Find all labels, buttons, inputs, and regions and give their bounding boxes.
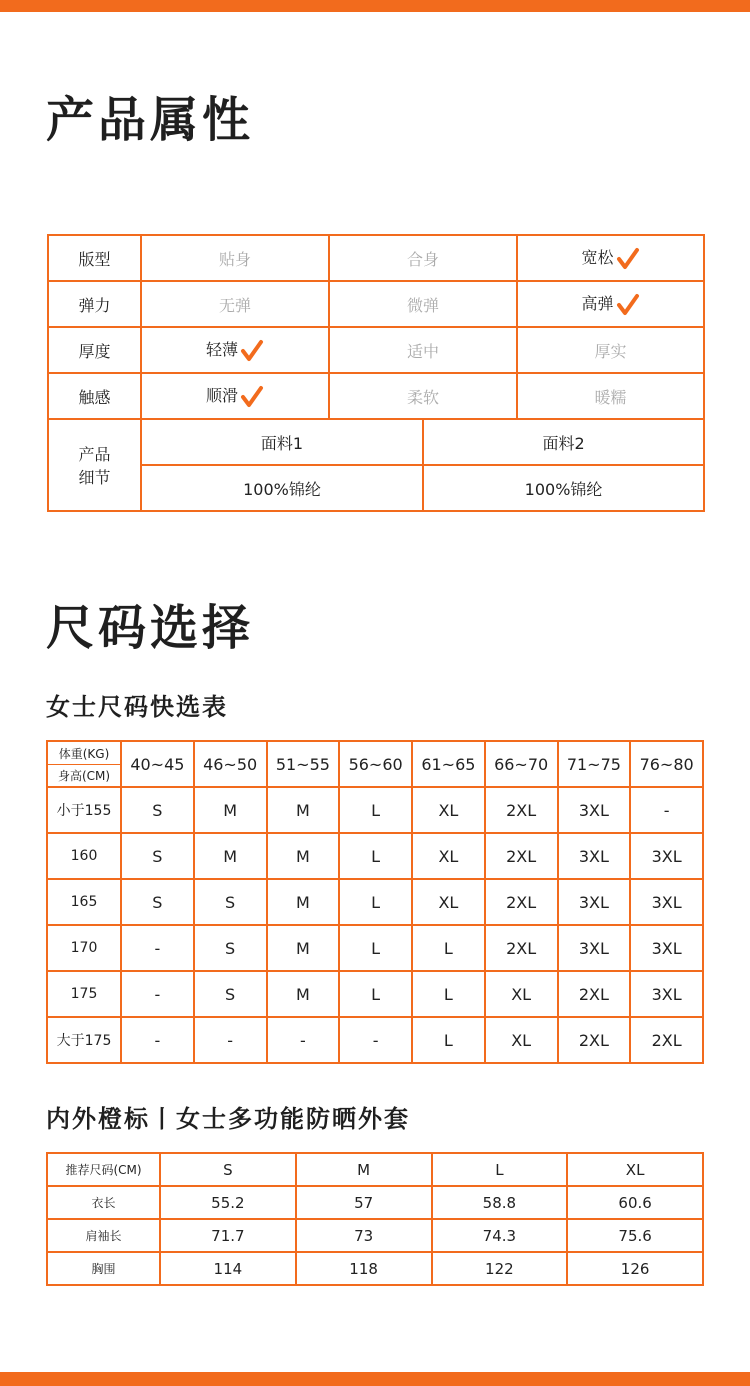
attribute-option-text: 无弹 [219,295,252,315]
attribute-option-selected [517,235,704,281]
size-row [47,971,703,1017]
attribute-option-text: 贴身 [219,249,252,269]
size-cell: 2XL [485,833,558,879]
attribute-option [329,235,517,281]
spec-header-row [47,1153,703,1186]
size-cell: - [339,1017,412,1063]
attribute-option [329,327,517,373]
size-cell: L [412,925,485,971]
spec-value: 114 [160,1252,296,1285]
attribute-option-text: 适中 [407,341,440,361]
spec-row [47,1252,703,1285]
size-cell: L [339,833,412,879]
height-header: 175 [47,971,121,1017]
checkmark-icon [240,385,264,409]
weight-header: 71~75 [558,741,631,787]
height-header: 小于155 [47,787,121,833]
size-cell: M [267,971,340,1017]
size-row [47,925,703,971]
attribute-option-text: 微弹 [407,295,440,315]
attribute-label: 弹力 [48,281,141,327]
attribute-option-text: 轻薄 [206,340,239,360]
spec-value: 74.3 [432,1219,568,1252]
spec-header-label: 推荐尺码(CM) [47,1153,160,1186]
spec-value: 118 [296,1252,432,1285]
weight-header: 66~70 [485,741,558,787]
details-label-line: 产品 [78,445,111,464]
spec-value: 126 [567,1252,703,1285]
size-cell: L [339,925,412,971]
attribute-option [517,373,704,419]
size-row [47,787,703,833]
attribute-label: 版型 [48,235,141,281]
spec-size-header: L [432,1153,568,1186]
size-cell: L [339,879,412,925]
size-cell: 2XL [558,1017,631,1063]
weight-header: 46~50 [194,741,267,787]
attribute-option-selected [141,327,329,373]
size-cell: S [194,971,267,1017]
size-cell: - [630,787,703,833]
spec-row [47,1219,703,1252]
attribute-option-text: 合身 [407,249,440,269]
size-corner-cell [47,741,121,787]
attribute-option [141,281,329,327]
spec-size-header: S [160,1153,296,1186]
size-cell: L [412,1017,485,1063]
spec-value: 55.2 [160,1186,296,1219]
size-cell: 3XL [630,833,703,879]
attribute-label: 厚度 [48,327,141,373]
size-cell: - [121,971,194,1017]
size-cell: 3XL [558,879,631,925]
size-cell: XL [412,879,485,925]
height-header: 165 [47,879,121,925]
height-header: 大于175 [47,1017,121,1063]
attribute-row [48,281,704,327]
spec-value: 75.6 [567,1219,703,1252]
details-label-line: 细节 [78,468,111,487]
size-cell: 3XL [630,879,703,925]
size-cell: S [121,879,194,925]
fabric1-value: 100%锦纶 [141,465,423,511]
size-chart-title: 女士尺码快选表 [46,693,228,721]
weight-axis-label: 体重(KG) [48,745,120,765]
size-cell: M [267,925,340,971]
spec-chart-table [46,1152,704,1286]
section-title-attributes: 产品属性 [46,92,255,148]
size-cell: S [121,787,194,833]
attribute-option [329,281,517,327]
spec-value: 60.6 [567,1186,703,1219]
size-cell: 2XL [558,971,631,1017]
attribute-option-text: 宽松 [581,248,614,268]
spec-value: 58.8 [432,1186,568,1219]
fabric2-title: 面料2 [423,419,704,465]
details-label [48,419,141,511]
height-header: 160 [47,833,121,879]
attribute-option [141,235,329,281]
weight-header: 56~60 [339,741,412,787]
size-cell: 2XL [485,787,558,833]
weight-header: 51~55 [267,741,340,787]
size-cell: XL [485,1017,558,1063]
spec-value: 71.7 [160,1219,296,1252]
size-cell: 3XL [630,971,703,1017]
top-accent-bar [0,0,750,12]
size-cell: 3XL [630,925,703,971]
size-cell: XL [412,787,485,833]
size-cell: M [194,833,267,879]
size-cell: L [339,787,412,833]
size-row [47,1017,703,1063]
height-axis-label: 身高(CM) [57,768,111,783]
checkmark-icon [616,247,640,271]
details-row [48,419,704,465]
checkmark-icon [240,339,264,363]
attribute-option-text: 暖糯 [594,387,627,407]
fabric1-title: 面料1 [141,419,423,465]
size-header-row [47,741,703,787]
size-cell: XL [412,833,485,879]
size-cell: 2XL [485,925,558,971]
size-cell: S [194,879,267,925]
attribute-option-selected [517,281,704,327]
size-cell: 3XL [558,925,631,971]
size-cell: M [267,879,340,925]
attributes-table [47,234,705,512]
size-cell: L [339,971,412,1017]
spec-size-header: M [296,1153,432,1186]
details-row [48,465,704,511]
attribute-option [329,373,517,419]
spec-row-label: 胸围 [47,1252,160,1285]
spec-size-header: XL [567,1153,703,1186]
size-cell: 2XL [630,1017,703,1063]
spec-value: 73 [296,1219,432,1252]
spec-row [47,1186,703,1219]
spec-row-label: 衣长 [47,1186,160,1219]
checkmark-icon [616,293,640,317]
fabric2-value: 100%锦纶 [423,465,704,511]
bottom-accent-bar [0,1372,750,1386]
attribute-option [517,327,704,373]
attribute-option-text: 柔软 [407,387,440,407]
size-chart-table [46,740,704,1064]
size-cell: - [194,1017,267,1063]
size-cell: 3XL [558,833,631,879]
section-title-sizes: 尺码选择 [46,600,255,656]
size-cell: L [412,971,485,1017]
size-cell: M [267,787,340,833]
weight-header: 61~65 [412,741,485,787]
size-cell: - [121,1017,194,1063]
spec-value: 57 [296,1186,432,1219]
size-cell: - [267,1017,340,1063]
height-header: 170 [47,925,121,971]
size-cell: XL [485,971,558,1017]
attribute-option-text: 高弹 [581,294,614,314]
weight-header: 76~80 [630,741,703,787]
size-row [47,879,703,925]
attribute-label: 触感 [48,373,141,419]
weight-header: 40~45 [121,741,194,787]
size-cell: S [121,833,194,879]
attribute-row [48,373,704,419]
size-cell: S [194,925,267,971]
size-cell: 2XL [485,879,558,925]
spec-row-label: 肩袖长 [47,1219,160,1252]
spec-value: 122 [432,1252,568,1285]
size-cell: - [121,925,194,971]
spec-chart-title: 内外橙标丨女士多功能防晒外套 [46,1105,410,1133]
attribute-option-text: 顺滑 [206,386,239,406]
attribute-row [48,235,704,281]
size-cell: M [194,787,267,833]
size-cell: M [267,833,340,879]
attribute-option-text: 厚实 [594,341,627,361]
size-cell: 3XL [558,787,631,833]
size-row [47,833,703,879]
attribute-row [48,327,704,373]
attribute-option-selected [141,373,329,419]
